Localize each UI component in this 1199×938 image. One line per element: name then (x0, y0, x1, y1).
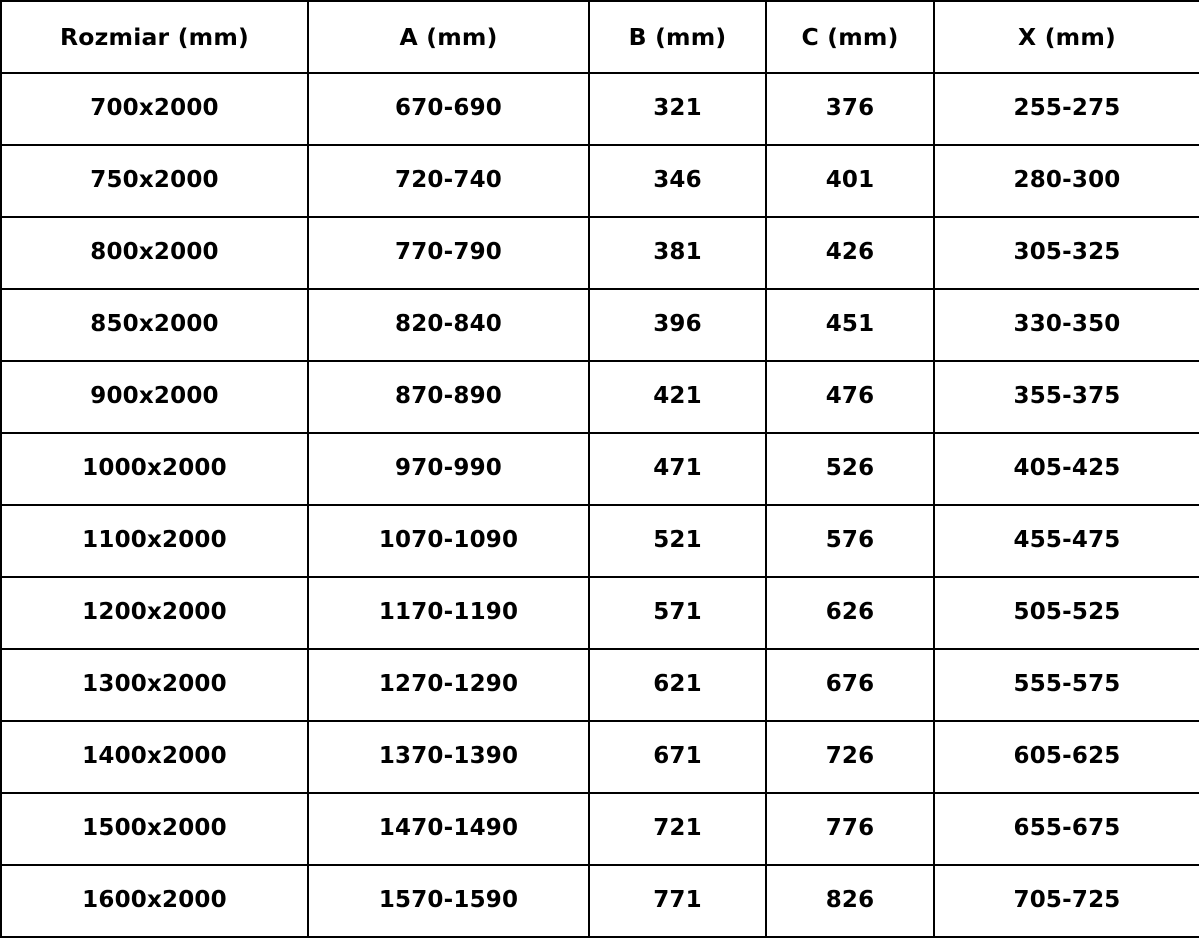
cell-a: 770-790 (308, 217, 589, 289)
table-row (1, 505, 1199, 577)
cell-x: 405-425 (934, 433, 1199, 505)
cell-size: 750x2000 (1, 145, 308, 217)
cell-size: 1500x2000 (1, 793, 308, 865)
cell-b: 321 (589, 73, 766, 145)
cell-b: 396 (589, 289, 766, 361)
cell-a: 1370-1390 (308, 721, 589, 793)
cell-size: 1200x2000 (1, 577, 308, 649)
cell-size: 1000x2000 (1, 433, 308, 505)
cell-size: 1300x2000 (1, 649, 308, 721)
cell-x: 355-375 (934, 361, 1199, 433)
cell-c: 476 (766, 361, 934, 433)
cell-x: 505-525 (934, 577, 1199, 649)
cell-a: 970-990 (308, 433, 589, 505)
cell-c: 726 (766, 721, 934, 793)
column-header-size: Rozmiar (mm) (1, 1, 308, 73)
cell-a: 870-890 (308, 361, 589, 433)
cell-c: 451 (766, 289, 934, 361)
cell-a: 1070-1090 (308, 505, 589, 577)
cell-x: 455-475 (934, 505, 1199, 577)
cell-x: 330-350 (934, 289, 1199, 361)
cell-size: 700x2000 (1, 73, 308, 145)
table-header-row (1, 1, 1199, 73)
table-row (1, 289, 1199, 361)
cell-a: 1570-1590 (308, 865, 589, 937)
cell-b: 771 (589, 865, 766, 937)
table-row (1, 361, 1199, 433)
table-row (1, 793, 1199, 865)
cell-x: 705-725 (934, 865, 1199, 937)
table-row (1, 73, 1199, 145)
cell-a: 820-840 (308, 289, 589, 361)
cell-c: 676 (766, 649, 934, 721)
table-row (1, 433, 1199, 505)
cell-b: 571 (589, 577, 766, 649)
cell-size: 800x2000 (1, 217, 308, 289)
cell-size: 1600x2000 (1, 865, 308, 937)
table-row (1, 217, 1199, 289)
cell-b: 381 (589, 217, 766, 289)
cell-x: 305-325 (934, 217, 1199, 289)
cell-a: 1170-1190 (308, 577, 589, 649)
cell-x: 280-300 (934, 145, 1199, 217)
table-header (1, 1, 1199, 73)
table-row (1, 145, 1199, 217)
column-header-a: A (mm) (308, 1, 589, 73)
table-row (1, 649, 1199, 721)
cell-a: 670-690 (308, 73, 589, 145)
cell-size: 900x2000 (1, 361, 308, 433)
cell-c: 376 (766, 73, 934, 145)
cell-c: 401 (766, 145, 934, 217)
cell-b: 521 (589, 505, 766, 577)
table-body (1, 73, 1199, 937)
cell-b: 721 (589, 793, 766, 865)
cell-b: 421 (589, 361, 766, 433)
cell-c: 526 (766, 433, 934, 505)
cell-b: 671 (589, 721, 766, 793)
table-row (1, 577, 1199, 649)
cell-x: 555-575 (934, 649, 1199, 721)
table-row (1, 721, 1199, 793)
cell-c: 776 (766, 793, 934, 865)
cell-c: 576 (766, 505, 934, 577)
cell-a: 720-740 (308, 145, 589, 217)
cell-c: 426 (766, 217, 934, 289)
cell-b: 346 (589, 145, 766, 217)
cell-x: 605-625 (934, 721, 1199, 793)
cell-b: 471 (589, 433, 766, 505)
column-header-b: B (mm) (589, 1, 766, 73)
cell-b: 621 (589, 649, 766, 721)
table-row (1, 865, 1199, 937)
cell-size: 1400x2000 (1, 721, 308, 793)
cell-c: 826 (766, 865, 934, 937)
cell-x: 255-275 (934, 73, 1199, 145)
cell-a: 1470-1490 (308, 793, 589, 865)
cell-c: 626 (766, 577, 934, 649)
cell-a: 1270-1290 (308, 649, 589, 721)
column-header-x: X (mm) (934, 1, 1199, 73)
cell-size: 850x2000 (1, 289, 308, 361)
column-header-c: C (mm) (766, 1, 934, 73)
cell-x: 655-675 (934, 793, 1199, 865)
cell-size: 1100x2000 (1, 505, 308, 577)
